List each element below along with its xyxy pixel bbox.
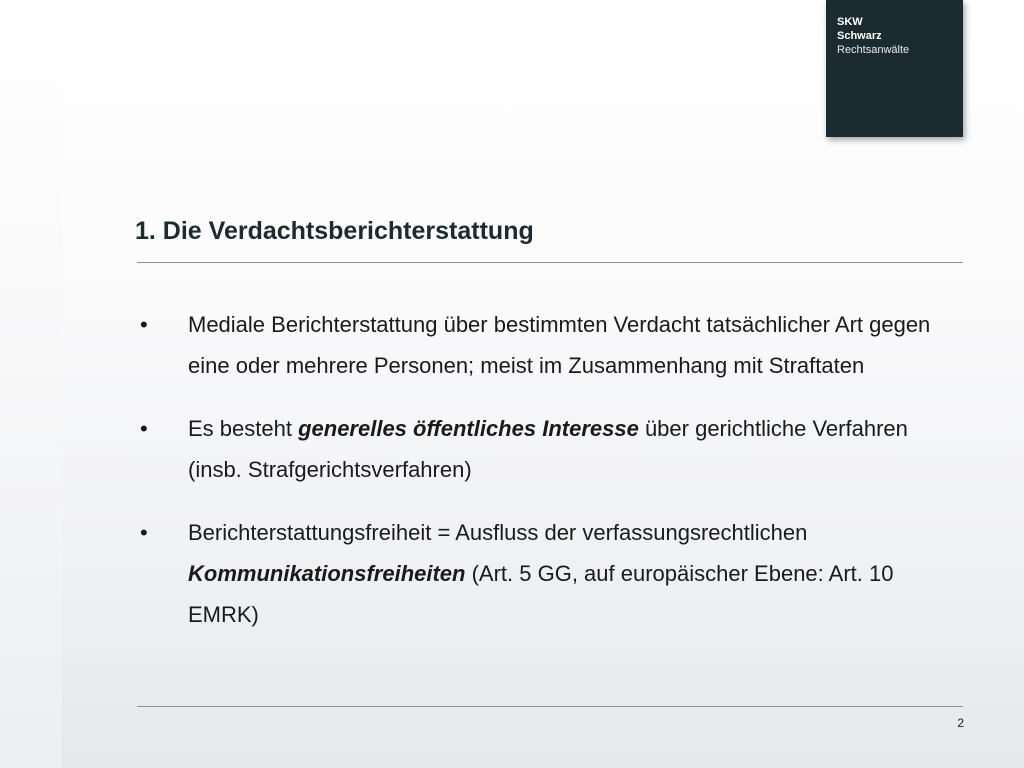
- bullet-item: [137, 408, 963, 490]
- slide-title: 1. Die Verdachtsberichterstattung: [135, 217, 534, 245]
- left-margin-strip: [0, 0, 62, 768]
- bullet-text: Berichterstattungsfreiheit = Ausfluss der verfassungsrechtlichen: [188, 520, 808, 545]
- logo-line-schwarz: Schwarz: [837, 30, 882, 42]
- bullet-list: [137, 304, 963, 657]
- bullet-text-continued: über gerichtliche Verfahren (insb. Strafgerichtsverfahren): [188, 416, 908, 482]
- title-divider: [137, 262, 963, 263]
- bullet-marker: •: [140, 416, 148, 441]
- page-number: 2: [957, 716, 964, 730]
- bullet-item: [137, 512, 963, 635]
- bullet-text: Mediale Berichterstattung über bestimmten Verdacht tatsächlicher Art gegen eine oder mehrere Personen; meist im Zusammenhang mit Straftaten: [188, 312, 931, 378]
- bullet-marker: •: [140, 312, 148, 337]
- logo-line-rechtsanwaelte: Rechtsanwälte: [837, 44, 910, 56]
- firm-logo: [826, 0, 963, 137]
- logo-line-skw: SKW: [837, 16, 863, 28]
- bullet-emphasis: generelles öffentliches Interesse: [298, 416, 639, 441]
- bullet-text-continued: (Art. 5 GG, auf europäischer Ebene: Art. 10 EMRK): [188, 561, 894, 627]
- bullet-item: [137, 304, 963, 386]
- footer-divider: [137, 706, 963, 707]
- bullet-emphasis: Kommunikationsfreiheiten: [188, 561, 466, 586]
- bullet-text: Es besteht: [188, 416, 299, 441]
- bullet-marker: •: [140, 520, 148, 545]
